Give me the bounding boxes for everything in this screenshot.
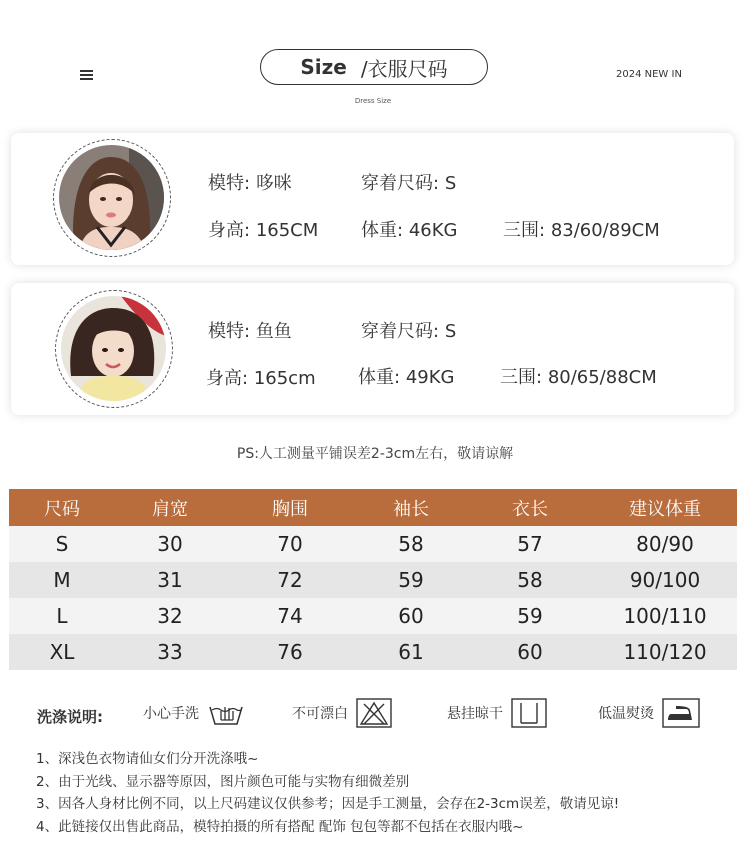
title-chinese: /衣服尺码	[360, 56, 448, 81]
header-size: 尺码	[9, 489, 115, 526]
no-bleach-icon	[356, 698, 392, 728]
table-cell: 58	[467, 562, 593, 598]
wash-label: 小心手洗	[143, 706, 199, 722]
table-cell: 61	[355, 634, 467, 670]
note-item: 4、此链接仅出售此商品，模特拍摄的所有搭配 配饰 包包等都不包括在衣服内哦~	[36, 818, 524, 835]
notes-list	[36, 748, 619, 838]
model-avatar	[53, 139, 171, 257]
hand-wash-icon	[207, 698, 245, 728]
table-row	[9, 526, 737, 562]
header-shoulder: 肩宽	[115, 489, 225, 526]
note-item: 1、深浅色衣物请仙女们分开洗涤哦~	[36, 751, 259, 767]
table-cell: 57	[467, 526, 593, 562]
table-cell: 80/90	[593, 526, 737, 562]
header-length: 衣长	[467, 489, 593, 526]
model-weight: 体重: 49KG	[358, 367, 455, 388]
wash-item-low-iron	[598, 698, 700, 728]
table-row	[9, 634, 737, 670]
table-cell: 58	[355, 526, 467, 562]
wash-label: 悬挂晾干	[447, 706, 503, 722]
table-cell: L	[9, 598, 115, 634]
subtitle: Dress Size	[354, 97, 392, 105]
model-height: 身高: 165cm	[206, 368, 316, 389]
model-photo-icon	[59, 145, 164, 250]
model-card-1	[11, 133, 734, 265]
table-cell: M	[9, 562, 115, 598]
table-cell: XL	[9, 634, 115, 670]
table-cell: 31	[115, 562, 225, 598]
table-cell: 90/100	[593, 562, 737, 598]
wash-item-hand-wash	[143, 698, 245, 728]
model-name: 模特: 哆咪	[208, 173, 292, 194]
table-cell: S	[9, 526, 115, 562]
table-cell: 110/120	[593, 634, 737, 670]
table-cell: 76	[225, 634, 355, 670]
note-item: 2、由于光线、显示器等原因，图片颜色可能与实物有细微差别	[36, 773, 410, 790]
line-dry-icon	[511, 698, 547, 728]
wash-item-no-bleach	[292, 698, 392, 728]
table-row	[9, 598, 737, 634]
page-title	[260, 49, 488, 85]
model-measurements: 三围: 83/60/89CM	[503, 220, 660, 241]
model-avatar	[55, 290, 173, 408]
wash-item-line-dry	[447, 698, 547, 728]
table-cell: 74	[225, 598, 355, 634]
header-weight: 建议体重	[593, 489, 737, 526]
model-wear-size: 穿着尺码: S	[361, 173, 457, 194]
model-name: 模特: 鱼鱼	[208, 321, 292, 342]
wash-label: 低温熨烫	[598, 706, 654, 722]
table-cell: 100/110	[593, 598, 737, 634]
table-cell: 60	[355, 598, 467, 634]
low-iron-icon	[662, 698, 700, 728]
menu-icon[interactable]	[80, 70, 93, 80]
table-cell: 60	[467, 634, 593, 670]
model-weight: 体重: 46KG	[361, 220, 458, 241]
measurement-note: PS:人工测量平铺误差2-3cm左右，敬请谅解	[236, 446, 514, 462]
wash-label: 不可漂白	[292, 706, 348, 722]
header-bust: 胸围	[225, 489, 355, 526]
header-sleeve: 袖长	[355, 489, 467, 526]
title-english: Size	[300, 55, 347, 79]
wash-title: 洗涤说明:	[37, 708, 103, 726]
table-cell: 33	[115, 634, 225, 670]
table-cell: 59	[467, 598, 593, 634]
new-in-label: 2024 NEW IN	[616, 69, 682, 80]
model-photo-icon	[61, 296, 166, 401]
note-item: 3、因各人身材比例不同，以上尺码建议仅供参考；因是手工测量，会存在2-3cm误差，敬请见谅!	[36, 796, 620, 812]
size-table	[9, 489, 737, 670]
table-cell: 32	[115, 598, 225, 634]
table-cell: 72	[225, 562, 355, 598]
model-measurements: 三围: 80/65/88CM	[500, 367, 657, 388]
table-cell: 70	[225, 526, 355, 562]
table-cell: 30	[115, 526, 225, 562]
model-wear-size: 穿着尺码: S	[361, 321, 457, 342]
table-header-row	[9, 489, 737, 526]
table-row	[9, 562, 737, 598]
model-height: 身高: 165CM	[208, 220, 319, 241]
model-card-2	[11, 283, 734, 415]
table-cell: 59	[355, 562, 467, 598]
